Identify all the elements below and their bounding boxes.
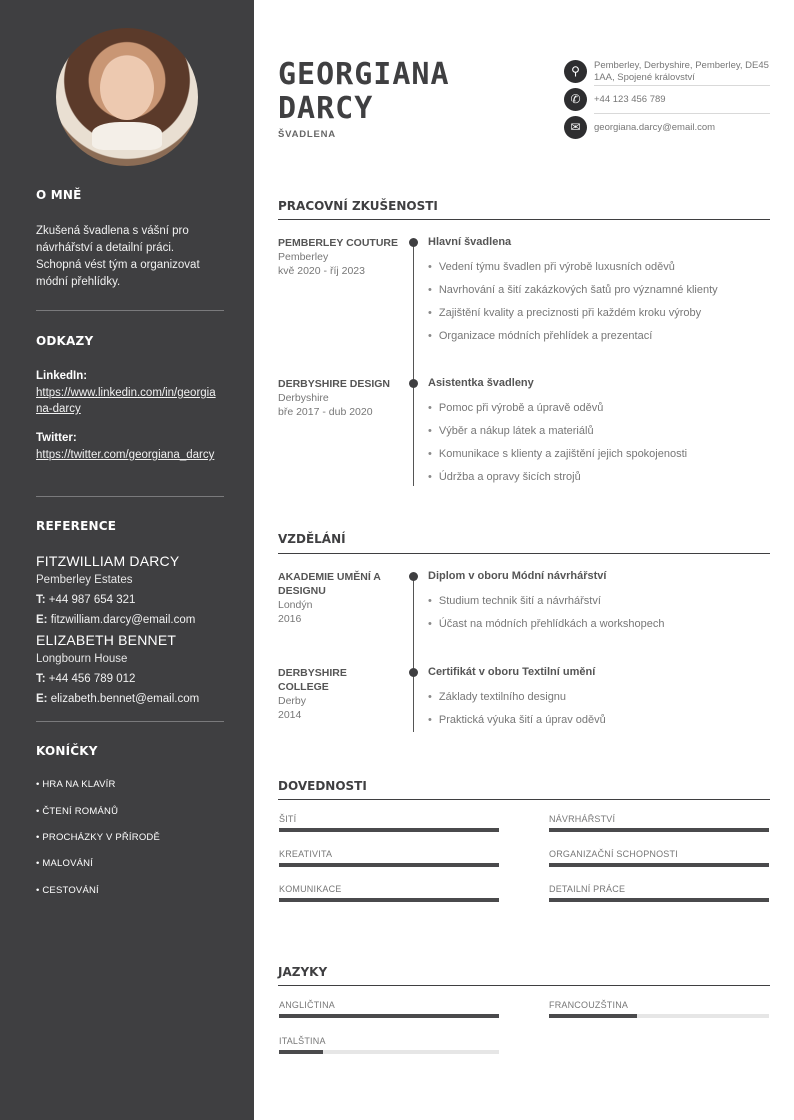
reference-email[interactable]: fitzwilliam.darcy@email.com [50, 614, 196, 626]
language-bar-fill [549, 1014, 637, 1018]
list-item: • Zajištění kvality a preciznosti při každém kroku výroby [428, 307, 768, 330]
experience-heading: PRACOVNÍ ZKUŠENOSTI [278, 199, 438, 213]
degree-title: Diplom v oboru Módní návrhářství [428, 570, 607, 582]
skill-item [549, 884, 769, 902]
experience-org [278, 377, 398, 419]
reference-phone-row [36, 671, 226, 688]
linkedin-label: LinkedIn: [36, 370, 88, 382]
skill-bar [549, 863, 769, 867]
twitter-link[interactable]: https://twitter.com/georgiana_darcy [36, 449, 215, 461]
reference-company: Pemberley Estates [36, 574, 133, 586]
language-name: ANGLIČTINA [279, 1000, 336, 1010]
reference-name: ELIZABETH BENNET [36, 632, 177, 648]
language-bar-fill [279, 1014, 499, 1018]
email-label: E: [36, 693, 48, 705]
skill-item [279, 849, 499, 867]
language-bar [549, 1014, 769, 1018]
position-title: Hlavní švadlena [428, 236, 512, 248]
language-name: ITALŠTINA [279, 1036, 326, 1046]
envelope-icon: ✉ [564, 116, 587, 139]
skill-bar [279, 863, 499, 867]
skill-bar [279, 828, 499, 832]
list-item: • Navrhování a šití zakázkových šatů pro významné klienty [428, 284, 768, 307]
skill-item [549, 849, 769, 867]
last-name: DARCY [278, 91, 374, 126]
school-name: DERBYSHIRE COLLEGE [278, 667, 347, 693]
list-item: • Účast na módních přehlídkách a workshopech [428, 618, 768, 641]
twitter-label: Twitter: [36, 432, 77, 444]
linkedin-link[interactable]: https://www.linkedin.com/in/georgiana-darcy [36, 387, 216, 415]
phone-text: +44 123 456 789 [594, 94, 666, 105]
language-name: FRANCOUZŠTINA [549, 1000, 629, 1010]
reference-phone: +44 987 654 321 [48, 594, 136, 606]
timeline-line [413, 577, 414, 732]
org-dates: bře 2017 - dub 2020 [278, 406, 373, 418]
hobby-item: • CESTOVÁNÍ [36, 885, 99, 896]
phone-icon: ✆ [564, 88, 587, 111]
timeline-dot [409, 572, 418, 581]
list-item: • Údržba a opravy šicích strojů [428, 471, 768, 494]
skill-bar-fill [549, 898, 769, 902]
list-item: • Komunikace s klienty a zajištění jejich spokojenosti [428, 448, 768, 471]
skill-bar [279, 898, 499, 902]
list-item: • Výběr a nákup látek a materiálů [428, 425, 768, 448]
full-name [278, 58, 450, 126]
email-text[interactable]: georgiana.darcy@email.com [594, 122, 716, 133]
skill-item [549, 814, 769, 832]
education-list [428, 595, 768, 641]
section-rule [278, 985, 770, 986]
school-place: Derby [278, 695, 307, 707]
location-pin-icon: ⚲ [564, 60, 587, 83]
education-org [278, 666, 398, 722]
timeline-dot [409, 668, 418, 677]
reference-name: FITZWILLIAM DARCY [36, 553, 180, 569]
skill-name: ŠITÍ [279, 814, 297, 824]
skill-item [279, 814, 499, 832]
school-year: 2016 [278, 613, 302, 625]
reference-item [36, 632, 226, 708]
list-item: • Základy textilního designu [428, 691, 768, 714]
skill-bar-fill [279, 863, 499, 867]
hobbies-heading: KONÍČKY [36, 744, 98, 758]
degree-title: Certifikát v oboru Textilní umění [428, 666, 596, 678]
org-place: Pemberley [278, 251, 329, 263]
skill-bar-fill [279, 828, 499, 832]
reference-phone-row [36, 592, 226, 609]
reference-item [36, 553, 226, 629]
hobby-item: • ČTENÍ ROMÁNŮ [36, 806, 119, 817]
reference-email-row [36, 612, 226, 629]
language-bar [279, 1050, 499, 1054]
list-item: • Praktická výuka šití a úprav oděvů [428, 714, 768, 737]
language-bar-fill [279, 1050, 323, 1054]
hobby-item: • PROCHÁZKY V PŘÍRODĚ [36, 832, 161, 843]
skill-bar-fill [549, 828, 769, 832]
skill-bar [549, 898, 769, 902]
language-item [279, 1036, 499, 1054]
education-org [278, 570, 398, 626]
skills-heading: DOVEDNOSTI [278, 779, 367, 793]
list-item: • Organizace módních přehlídek a prezentací [428, 330, 768, 353]
reference-email-row [36, 691, 226, 708]
address-text: Pemberley, Derbyshire, Pemberley, DE45 1AA, Spojené království [594, 60, 769, 83]
timeline-line [413, 243, 414, 486]
list-item: • Studium technik šití a návrhářství [428, 595, 768, 618]
reference-company: Longbourn House [36, 653, 128, 665]
skill-name: ORGANIZAČNÍ SCHOPNOSTI [549, 849, 678, 859]
first-name: GEORGIANA [278, 57, 450, 92]
skill-bar-fill [549, 863, 769, 867]
collar-shape [92, 122, 162, 150]
timeline-dot [409, 379, 418, 388]
skill-name: NÁVRHÁŘSTVÍ [549, 814, 616, 824]
education-list [428, 691, 768, 737]
links-heading: ODKAZY [36, 334, 94, 348]
sidebar-divider [36, 496, 224, 497]
contact-divider [594, 85, 770, 86]
org-dates: kvě 2020 - říj 2023 [278, 265, 365, 277]
references-heading: REFERENCE [36, 519, 117, 533]
skill-item [279, 884, 499, 902]
section-rule [278, 219, 770, 220]
face-shape [100, 56, 154, 120]
school-place: Londýn [278, 599, 313, 611]
about-heading: O MNĚ [36, 188, 82, 202]
org-name: PEMBERLEY COUTURE [278, 237, 398, 249]
skill-name: KOMUNIKACE [279, 884, 342, 894]
responsibility-list [428, 261, 768, 353]
position-title: Asistentka švadleny [428, 377, 534, 389]
phone-label: T: [36, 594, 46, 606]
contact-divider [594, 113, 770, 114]
language-bar [279, 1014, 499, 1018]
sidebar-divider [36, 721, 224, 722]
sidebar [0, 0, 254, 1120]
list-item: • Vedení týmu švadlen při výrobě luxusních oděvů [428, 261, 768, 284]
hobby-item: • HRA NA KLAVÍR [36, 779, 116, 790]
about-text: Zkušená švadlena s vášní pro návrhářství a detailní práci. Schopná vést tým a organizovat módní přehlídky. [36, 225, 200, 288]
school-name: AKADEMIE UMĚNÍ A DESIGNU [278, 571, 381, 597]
section-rule [278, 553, 770, 554]
languages-heading: JAZYKY [278, 965, 328, 979]
skill-bar [549, 828, 769, 832]
links-list [36, 368, 218, 463]
job-title: ŠVADLENA [278, 129, 336, 140]
reference-email[interactable]: elizabeth.bennet@email.com [50, 693, 200, 705]
list-item: • Pomoc při výrobě a úpravě oděvů [428, 402, 768, 425]
education-heading: VZDĚLÁNÍ [278, 532, 346, 546]
reference-phone: +44 456 789 012 [48, 673, 136, 685]
responsibility-list [428, 402, 768, 494]
email-label: E: [36, 614, 48, 626]
org-place: Derbyshire [278, 392, 329, 404]
sidebar-divider [36, 310, 224, 311]
timeline-dot [409, 238, 418, 247]
profile-photo [56, 28, 198, 166]
skill-name: KREATIVITA [279, 849, 333, 859]
skill-name: DETAILNÍ PRÁCE [549, 884, 626, 894]
language-item [279, 1000, 499, 1018]
section-rule [278, 799, 770, 800]
experience-org [278, 236, 398, 278]
hobby-item: • MALOVÁNÍ [36, 858, 94, 869]
skill-bar-fill [279, 898, 499, 902]
school-year: 2014 [278, 709, 302, 721]
language-item [549, 1000, 769, 1018]
org-name: DERBYSHIRE DESIGN [278, 378, 391, 390]
phone-label: T: [36, 673, 46, 685]
